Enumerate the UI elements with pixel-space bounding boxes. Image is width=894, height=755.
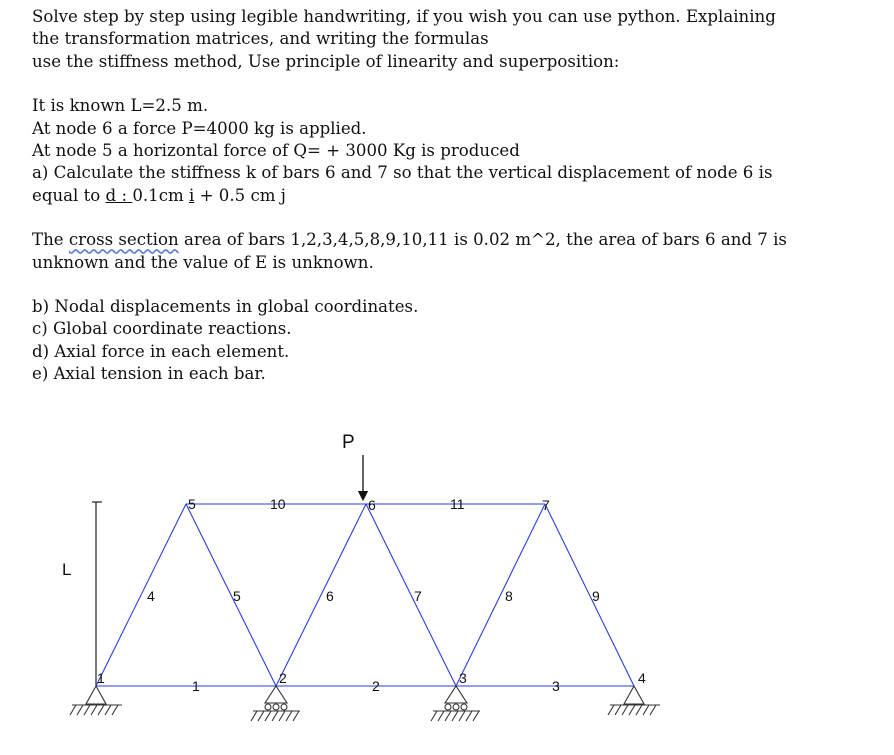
given-force-p: At node 6 a force P=4000 kg is applied. xyxy=(32,118,367,138)
question-e: e) Axial tension in each bar. xyxy=(32,364,266,384)
unit-i: i xyxy=(189,185,195,205)
bar-label-8: 8 xyxy=(505,588,513,604)
part-a-line-1: a) Calculate the stiffness k of bars 6 and 7 so that the vertical displacement of node 6 is xyxy=(32,163,773,183)
pin-support-node-4 xyxy=(608,686,660,715)
roller-support-node-3 xyxy=(431,686,480,721)
given-force-q: At node 5 a horizontal force of Q= + 3000 Kg is produced xyxy=(32,141,520,161)
part-a-suffix: + 0.5 cm j xyxy=(194,185,286,205)
bar-label-7: 7 xyxy=(414,588,422,604)
bar-label-11: 11 xyxy=(450,496,465,512)
question-b: b) Nodal displacements in global coordinates. xyxy=(32,297,419,317)
bars xyxy=(96,504,634,686)
bar-labels xyxy=(147,496,600,694)
question-d: d) Axial force in each element. xyxy=(32,341,290,361)
node-label-5: 5 xyxy=(188,496,196,512)
displacement-symbol: d xyxy=(105,185,117,205)
pin-support-node-1 xyxy=(70,686,122,715)
question-c: c) Global coordinate reactions. xyxy=(32,319,292,339)
load-label: P xyxy=(342,432,355,453)
bar-8-line xyxy=(456,504,545,686)
bar-label-9: 9 xyxy=(592,588,600,604)
bar-label-10: 10 xyxy=(270,496,286,512)
node-label-3: 3 xyxy=(459,670,467,686)
given-length: It is known L=2.5 m. xyxy=(32,96,209,116)
area-prefix: The xyxy=(32,230,69,250)
node-label-4: 4 xyxy=(638,670,646,686)
bar-6-line xyxy=(276,504,366,686)
cross-section-term: cross section xyxy=(68,230,179,250)
node-label-7: 7 xyxy=(542,497,550,513)
bar-7-line xyxy=(366,504,456,686)
area-suffix: area of bars 1,2,3,4,5,8,9,10,11 is 0.02 m^2, the area of bars 6 and 7 is xyxy=(178,230,787,250)
bar-5-line xyxy=(186,504,276,686)
bar-label-2: 2 xyxy=(372,678,380,694)
node-label-1: 1 xyxy=(97,670,105,686)
node-label-2: 2 xyxy=(279,670,287,686)
roller-support-node-2 xyxy=(251,686,300,721)
bar-9-line xyxy=(545,504,634,686)
displacement-colon: : xyxy=(116,185,133,205)
node-label-6: 6 xyxy=(368,497,376,513)
intro-line-1: Solve step by step using legible handwriting, if you wish you can use python. Explaining xyxy=(32,7,776,26)
bar-label-3: 3 xyxy=(552,678,560,694)
bar-label-5: 5 xyxy=(233,588,241,604)
intro-line-3: use the stiffness method, Use principle of linearity and superposition: xyxy=(32,51,620,71)
area-line-2: unknown and the value of E is unknown. xyxy=(32,252,374,272)
bar-label-1: 1 xyxy=(192,678,200,694)
bar-4-line xyxy=(96,504,186,686)
part-a-prefix: equal to xyxy=(32,185,106,205)
length-label: L xyxy=(62,560,72,579)
bar-label-4: 4 xyxy=(147,588,155,604)
part-a-value: 0.1cm xyxy=(132,185,190,205)
intro-line-2: the transformation matrices, and writing the formulas xyxy=(32,29,489,49)
node-labels xyxy=(97,496,646,686)
bar-label-6: 6 xyxy=(326,588,334,604)
